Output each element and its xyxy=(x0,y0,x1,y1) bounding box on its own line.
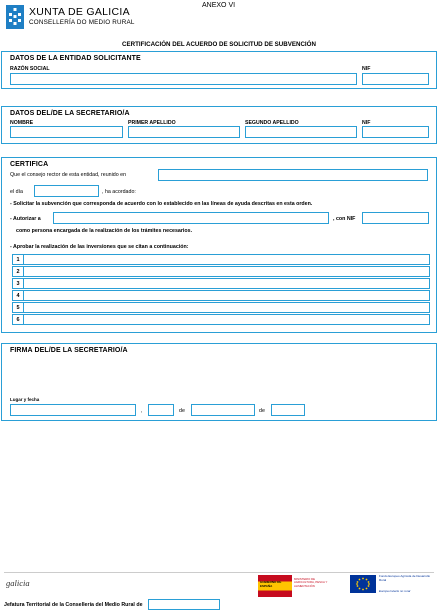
secretary-section xyxy=(1,106,437,144)
certifica-item3: - Aprobar la realización de las inversiones que se citan a continuación: xyxy=(10,244,189,250)
lugar-field[interactable] xyxy=(10,404,136,416)
department-name: CONSELLERÍA DO MEDIO RURAL xyxy=(29,19,135,26)
feader-text: Fondo Europeo Agrícola de Desarrollo Rural xyxy=(379,574,431,582)
investment-table xyxy=(2,254,438,326)
certifica-line2-suffix: , ha acordado: xyxy=(102,189,136,195)
secretary-nif-field[interactable] xyxy=(362,126,429,138)
comma-separator: , xyxy=(141,408,143,414)
month-field[interactable] xyxy=(191,404,255,416)
certifica-section xyxy=(1,157,437,333)
row-number: 1 xyxy=(13,255,24,264)
certifica-item2-prefix: - Autorizar a xyxy=(10,216,41,222)
firma-section-title: FIRMA DEL/DE LA SECRETARIO/A xyxy=(10,347,128,354)
de-separator-2: de xyxy=(259,408,265,414)
feader-subtext: Europa invierte no rural xyxy=(379,589,411,593)
firma-section xyxy=(1,343,437,421)
xunta-emblem-icon xyxy=(6,5,24,29)
row-number: 6 xyxy=(13,315,24,324)
entity-section-title: DATOS DE LA ENTIDAD SOLICITANTE xyxy=(10,55,141,62)
eu-flag-icon xyxy=(350,575,376,593)
investment-row[interactable] xyxy=(12,302,430,313)
primer-apellido-field[interactable] xyxy=(128,126,240,138)
autorizado-nif-field[interactable] xyxy=(362,212,429,224)
row-number: 2 xyxy=(13,267,24,276)
spain-gov-logo xyxy=(258,575,338,597)
row-number: 3 xyxy=(13,279,24,288)
footer-divider xyxy=(4,572,434,573)
primer-apellido-label: PRIMER APELLIDO xyxy=(128,120,176,126)
certifica-line2-prefix: el día xyxy=(10,189,23,195)
nombre-field[interactable] xyxy=(10,126,123,138)
certifica-section-title: CERTIFICA xyxy=(10,161,49,168)
de-separator-1: de xyxy=(179,408,185,414)
certifica-item2-line2: como persona encargada de la realización de los trámites necesarios. xyxy=(16,228,193,234)
razon-social-field[interactable] xyxy=(10,73,357,85)
investment-row[interactable] xyxy=(12,254,430,265)
annex-label: ANEXO VI xyxy=(202,2,236,9)
org-name: XUNTA DE GALICIA xyxy=(29,6,130,18)
investment-row[interactable] xyxy=(12,314,430,325)
razon-social-label: RAZÓN SOCIAL xyxy=(10,66,50,72)
secretary-nif-label: NIF xyxy=(362,120,371,126)
jefatura-field[interactable] xyxy=(148,599,220,610)
autorizado-name-field[interactable] xyxy=(53,212,329,224)
segundo-apellido-field[interactable] xyxy=(245,126,357,138)
gobierno-text: GOBIERNO DE ESPAÑA xyxy=(260,580,282,588)
segundo-apellido-label: SEGUNDO APELLIDO xyxy=(245,120,299,126)
eu-stars-icon xyxy=(350,575,376,593)
galicia-logo xyxy=(6,578,30,588)
eu-feader-logo xyxy=(350,575,434,597)
xunta-logo xyxy=(6,5,24,29)
row-number: 5 xyxy=(13,303,24,312)
entity-section xyxy=(1,51,437,89)
reunion-place-field[interactable] xyxy=(158,169,428,181)
certifica-line1: Que el consejo rector de esta entidad, reunido en xyxy=(10,172,127,178)
year-field[interactable] xyxy=(271,404,305,416)
investment-row[interactable] xyxy=(12,278,430,289)
certifica-item1: - Solicitar la subvención que corresponda de acuerdo con lo establecido en las líneas de ayuda descritas en esta orden. xyxy=(10,201,313,207)
lugar-fecha-label: Lugar y fecha xyxy=(10,397,40,402)
day-field[interactable] xyxy=(148,404,174,416)
galicia-logo-text: galicia xyxy=(6,578,30,588)
jefatura-label: Jefatura Territorial de la Consellería del Medio Rural de xyxy=(4,602,143,608)
investment-row[interactable] xyxy=(12,266,430,277)
ministerio-text: MINISTERIO DE AGRICULTURA, PESCA Y ALIMENTACIÓN xyxy=(294,577,328,588)
nif-label: NIF xyxy=(362,66,371,72)
nombre-label: NOMBRE xyxy=(10,120,34,126)
entity-nif-field[interactable] xyxy=(362,73,429,85)
secretary-section-title: DATOS DEL/DE LA SECRETARIO/A xyxy=(10,110,130,117)
certifica-item2-nif: , con NIF xyxy=(333,216,356,222)
row-number: 4 xyxy=(13,291,24,300)
document-title: CERTIFICACIÓN DEL ACUERDO DE SOLICITUD DE SUBVENCIÓN xyxy=(122,41,316,48)
investment-row[interactable] xyxy=(12,290,430,301)
reunion-date-field[interactable] xyxy=(34,185,99,197)
